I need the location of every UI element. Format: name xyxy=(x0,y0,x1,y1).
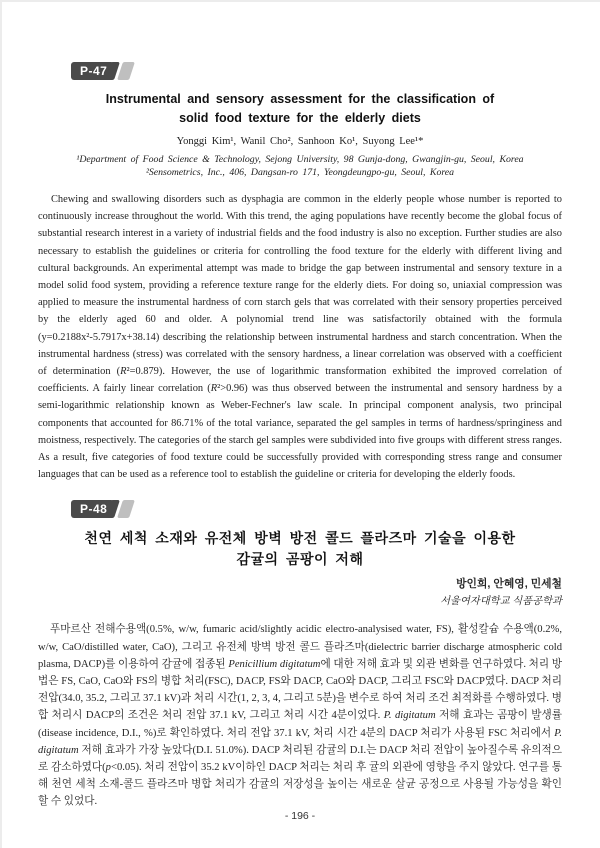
abstract-p47-body: Chewing and swallowing disorders such as dysphagia are common in the elderly people whose number is reported to continuously increase throughout the world. With this trend, the aging populations have recently become the global focus of substantial research interest in a variety of industrial fields and the food industry is also no exception. Further studies are also necessary to establish the guidelines or criteria for controlling the food texture for the elderly with different living and cultural backgrounds. An experimental attempt was made to bridge the gap between instrumental and sensory texture in a model solid food system, providing a reference texture range for the elderly diets. For doing so, uniaxial compression was applied to measure the instrumental hardness of corn starch gels that was correlated with their sensory properties perceived by the elderly aged 60 and older. A polynomial trend line was satisfactorily obtained with the formula (y=0.2188x²-5.7917x+38.14) describing the relationship between instrumental hardness and starch concentration. When the instrumental hardness (stress) was correlated with the sensory hardness, a linear correlation was observed with a coefficient of determination (R²=0.879). However, the use of logarithmic transformation exhibited the improved correlation of coefficients. A fairly linear correlation (R²>0.96) was thus observed between the instrumental and sensory hardness by a semi-logarithmic relationship known as Weber-Fechner's law scale. In principal component analysis, two principal components that accounted for 86.71% of the total variance, separated the gel samples in terms of hardness/springiness and moistness, respectively. The categories of the starch gel samples were subdivided into five groups with different stress ranges. As a result, five categories of food texture could be successfully provided with corresponding stress range and consumer languages that can be used as a reference tool to establish the guideline or criteria for developing the elderly foods. xyxy=(38,194,562,481)
abstract-p47 xyxy=(38,0,562,483)
badge-p47 xyxy=(71,62,132,80)
abstract-p47-authors: Yonggi Kim¹, Wanil Cho², Sanhoon Ko¹, Suyong Lee¹* xyxy=(176,136,424,147)
badge-row-p47 xyxy=(71,0,562,80)
abstract-p48 xyxy=(38,500,562,810)
badge-p48-label: P-48 xyxy=(71,500,114,518)
abstract-p48-affiliation: 서울여자대학교 식품공학과 xyxy=(440,596,562,608)
badge-p48 xyxy=(71,500,132,518)
title-line: 감귤의 곰팡이 저해 xyxy=(236,551,364,568)
title-line: Instrumental and sensory assessment for the classification of xyxy=(105,92,495,106)
badge-slash-decoration xyxy=(117,62,135,80)
badge-slash-decoration xyxy=(117,500,135,518)
page-number: - 196 - xyxy=(284,810,316,822)
abstract-p47-title xyxy=(38,90,562,127)
affiliation-line: ²Sensometrics, Inc., 406, Dangsan-ro 171, Yeongdeungpo-gu, Seoul, Korea xyxy=(145,167,455,178)
abstract-p48-title xyxy=(38,528,562,570)
title-line: 천연 세척 소재와 유전체 방벽 방전 콜드 플라즈마 기술을 이용한 xyxy=(84,530,516,547)
abstract-p47-affiliations xyxy=(38,153,562,179)
badge-p47-label: P-47 xyxy=(71,62,114,80)
abstract-p48-body: 푸마르산 전해수용액(0.5%, w/w, fumaric acid/slightly acidic electro-analysised water, FS), 활성칼슘 수용액(0.2%, w/w, CaO/distilled water, CaO), 그리고 유전체 방벽 방전 콜드 플라즈마(dielectric barrier discharge atmospheric cold plasma, DACP)를 이용하여 감귤에 접종된 Penicillium digitatum에 대한 저해 효과 및 외관 변화를 연구하였다. 처리 방법은 FS, CaO, CaO와 FS의 병합 처리(FSC), DACP, FS와 DACP, CaO와 DACP, 그리고 FSC와 DACP였다. DACP 처리 전압(34.0, 35.2, 그리고 37.1 kV)과 처리 시간(1, 2, 3, 4, 그리고 5분)을 변수로 하여 처리 조건 최적화를 수행하였다. 병합 처리시 DACP의 조건은 처리 전압 37.1 kV, 그리고 처리 시간 4분이었다. P. digitatum 저해 효과는 곰팡이 발생률(disease incidence, D.I., %)로 확인하였다. 처리 전압 37.1 kV, 처리 시간 4분의 DACP 처리가 사용된 FSC 처리에서 P. digitatum 저해 효과가 가장 높았다(D.I. 51.0%). DACP 처리된 감귤의 D.I.는 DACP 처리 전압이 높아질수록 유의적으로 감소하였다(p<0.05). 처리 전압이 35.2 kV이하인 DACP 처리는 처리 후 귤의 외관에 영향을 주지 않았다. 연구를 통해 천연 세척 소재-콜드 플라즈마 병합 처리가 감귤의 저장성을 높이는 새로운 살균 공정으로 사용될 가능성을 확인할 수 있었다. xyxy=(38,624,563,808)
affiliation-line: ¹Department of Food Science & Technology, Sejong University, 98 Gunja-dong, Gwangjin-gu, Seoul, Korea xyxy=(76,154,524,165)
title-line: solid food texture for the elderly diets xyxy=(179,110,421,125)
abstract-p48-authors: 방인희, 안혜영, 민세철 xyxy=(456,578,562,591)
badge-row-p48 xyxy=(71,500,562,518)
